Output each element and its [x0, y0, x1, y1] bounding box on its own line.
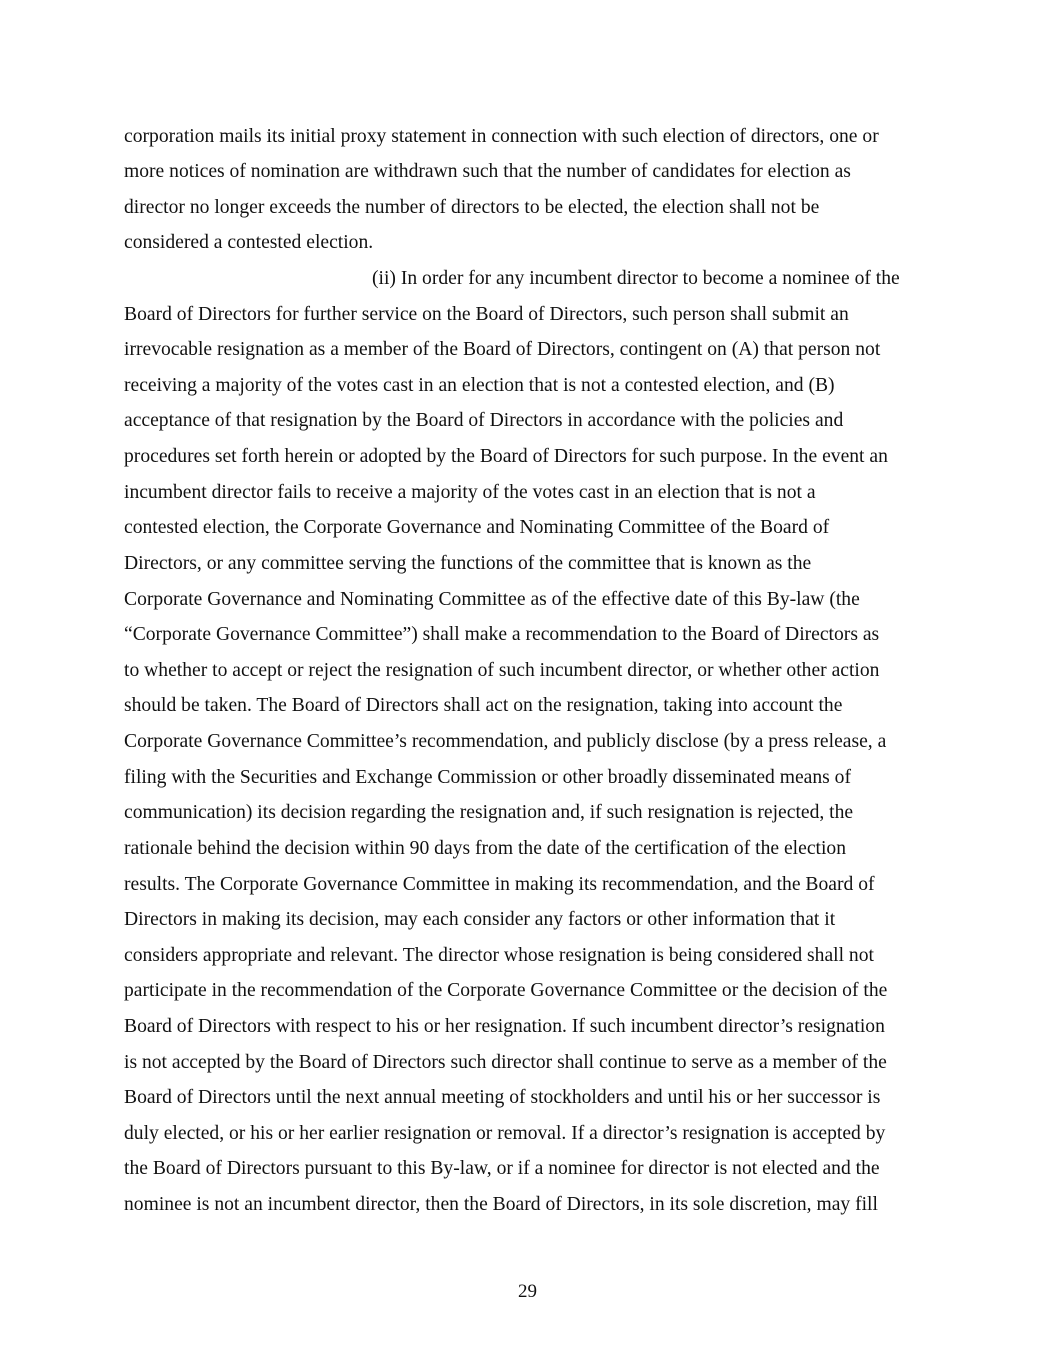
paragraph-2-line: the Board of Directors pursuant to this By-law, or if a nominee for director is not elected and the: [124, 1158, 880, 1179]
paragraph-2-line: Directors in making its decision, may each consider any factors or other information that it: [124, 909, 836, 930]
paragraph-1-line: considered a contested election.: [124, 232, 374, 253]
paragraph-2-line: rationale behind the decision within 90 days from the date of the certification of the election: [124, 838, 847, 859]
paragraph-2-line: Corporate Governance and Nominating Committee as of the effective date of this By-law (the: [124, 589, 860, 610]
paragraph-2-line: to whether to accept or reject the resignation of such incumbent director, or whether other action: [124, 660, 880, 681]
paragraph-2-line: procedures set forth herein or adopted by the Board of Directors for such purpose. In the event an: [124, 446, 888, 467]
paragraph-2-line: “Corporate Governance Committee”) shall make a recommendation to the Board of Directors as: [124, 624, 880, 645]
paragraph-2-line: communication) its decision regarding the resignation and, if such resignation is rejected, the: [124, 802, 854, 823]
paragraph-2-line: Board of Directors with respect to his or her resignation. If such incumbent director’s resignation: [124, 1016, 885, 1037]
paragraph-2-line: duly elected, or his or her earlier resignation or removal. If a director’s resignation is accepted by: [124, 1123, 886, 1144]
paragraph-2-line: nominee is not an incumbent director, then the Board of Directors, in its sole discretion, may fill: [124, 1194, 878, 1215]
paragraph-2-line: results. The Corporate Governance Committee in making its recommendation, and the Board of: [124, 874, 875, 895]
paragraph-1-line: director no longer exceeds the number of directors to be elected, the election shall not be: [124, 197, 820, 218]
paragraph-2-line: considers appropriate and relevant. The director whose resignation is being considered shall not: [124, 945, 874, 966]
paragraph-2-line: Board of Directors until the next annual meeting of stockholders and until his or her successor is: [124, 1087, 881, 1108]
paragraph-2-line: irrevocable resignation as a member of the Board of Directors, contingent on (A) that person not: [124, 339, 881, 360]
paragraph-2-line: Directors, or any committee serving the functions of the committee that is known as the: [124, 553, 812, 574]
paragraph-2-line: Corporate Governance Committee’s recommendation, and publicly disclose (by a press release, a: [124, 731, 887, 752]
paragraph-1-line: more notices of nomination are withdrawn such that the number of candidates for election as: [124, 161, 851, 182]
paragraph-2-line: acceptance of that resignation by the Board of Directors in accordance with the policies and: [124, 410, 844, 431]
paragraph-2-first-line: (ii) In order for any incumbent director to become a nominee of the: [372, 268, 900, 289]
paragraph-2-line: receiving a majority of the votes cast in an election that is not a contested election, and (B): [124, 375, 835, 396]
paragraph-2-line: filing with the Securities and Exchange Commission or other broadly disseminated means of: [124, 767, 851, 788]
paragraph-2-line: Board of Directors for further service on the Board of Directors, such person shall submit an: [124, 304, 849, 325]
paragraph-2-line: should be taken. The Board of Directors shall act on the resignation, taking into account the: [124, 695, 843, 716]
paragraph-2-line: participate in the recommendation of the Corporate Governance Committee or the decision of the: [124, 980, 888, 1001]
paragraph-2-line: is not accepted by the Board of Directors such director shall continue to serve as a member of the: [124, 1052, 887, 1073]
paragraph-2-line: contested election, the Corporate Governance and Nominating Committee of the Board of: [124, 517, 830, 538]
paragraph-2-line: incumbent director fails to receive a majority of the votes cast in an election that is not a: [124, 482, 816, 503]
page-number: 29: [518, 1281, 537, 1302]
paragraph-1-line: corporation mails its initial proxy statement in connection with such election of directors, one or: [124, 126, 879, 147]
